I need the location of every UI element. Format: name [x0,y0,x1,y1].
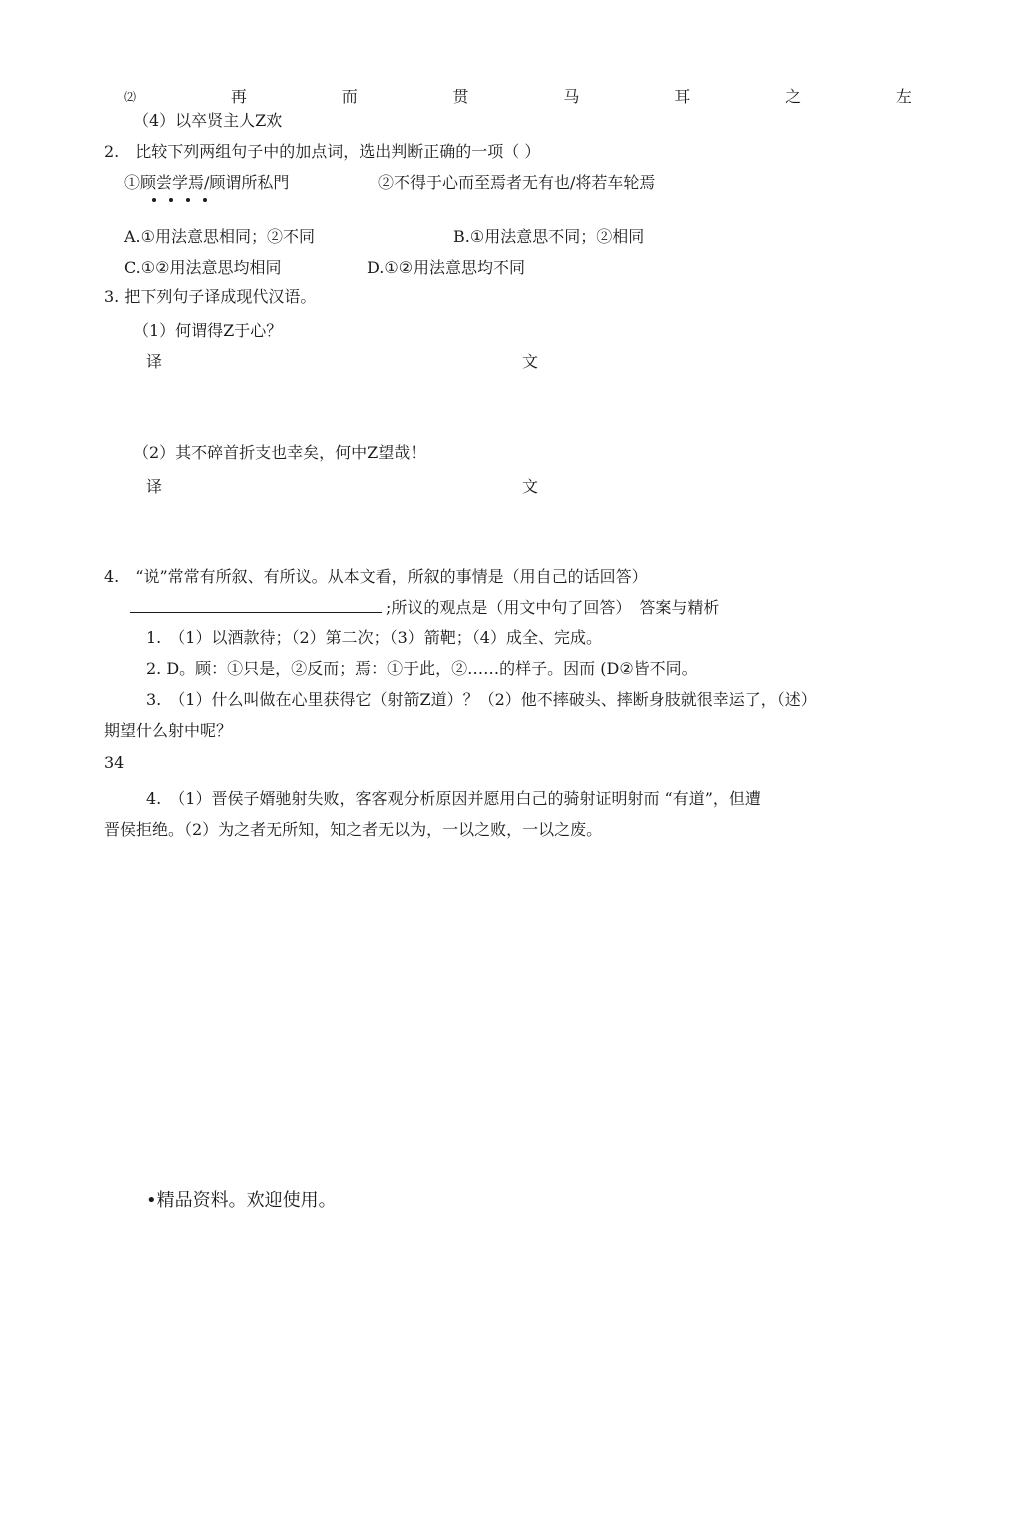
q2-option-a: A.①用法意思相同；②不同 [124,227,315,246]
answer-3-line-1: 3. （1）什么叫做在心里获得它（射箭Z道）？（2）他不摔破头、摔断身肢就很幸运了，（述） [146,690,817,709]
spread-char: 之 [785,87,802,106]
answer-3-line-2: 期望什么射中呢？ [104,721,233,740]
emphasis-dot [186,198,190,202]
item-number: ⑵ [124,90,137,104]
translation-label-yi: 译 [146,477,163,496]
spread-char: 贯 [452,87,469,106]
q2-group-1: ①顾尝学焉/顾谓所私門 [124,173,290,192]
page-number: 34 [104,753,125,772]
footer-note: •精品资料。欢迎使用。 [146,1190,337,1211]
translation-label-wen: 文 [522,477,539,496]
q4-line-2 [130,597,719,619]
q2-option-c: C.①②用法意思均相同 [124,258,282,277]
spread-char: 再 [230,87,247,106]
q2-option-b: B.①用法意思不同；②相同 [453,227,645,246]
emphasis-dot [152,198,156,202]
answer-4-line-1: 4. （1）晋侯子婿驰射失败，客客观分析原因并愿用白己的骑射证明射而 “有道”，但遭 [146,789,761,808]
emphasis-dot [169,198,173,202]
answer-1: 1. （1）以酒款待；（2）第二次；（3）箭靶；（4）成全、完成。 [146,628,602,647]
emphasis-dots [152,198,207,202]
answer-blank [130,598,382,613]
answer-4-line-2: 晋侯拒绝。（2）为之者无所知，知之者无以为，一以之败，一以之废。 [104,820,603,839]
translation-label-wen: 文 [522,352,539,371]
q2-stem: 2. 比较下列两组句子中的加点词，选出判断正确的一项（ ） [104,142,541,161]
q4-stem: 4. “说”常常有所叙、有所议。从本文看，所叙的事情是（用自己的话回答） [104,567,648,586]
translation-label-yi: 译 [146,352,163,371]
q3-sentence-1: （1）何谓得Z于心？ [133,321,283,340]
emphasis-dot [203,198,207,202]
q2-group-2: ②不得于心而至焉者无有也/将若车轮焉 [378,173,656,192]
q1-item-2-line [124,86,912,108]
q1-item-4: （4）以卒贤主人Z欢 [133,111,283,130]
spread-char: 马 [563,87,580,106]
q2-option-d: D.①②用法意思均不同 [367,258,526,277]
spread-char: 左 [895,87,912,106]
spread-char: 耳 [674,87,691,106]
spread-char: 而 [341,87,358,106]
q4-line-2-text: ;所议的观点是（用文中句了回答） 答案与精析 [386,598,720,617]
q3-stem: 3. 把下列句子译成现代汉语。 [104,287,317,306]
answer-2: 2. D。顾：①只是，②反而；焉：①于此，②……的样子。因而 (D②皆不同。 [146,659,698,678]
q3-sentence-2: （2）其不碎首折支也幸矣，何中Z望哉！ [133,443,427,462]
